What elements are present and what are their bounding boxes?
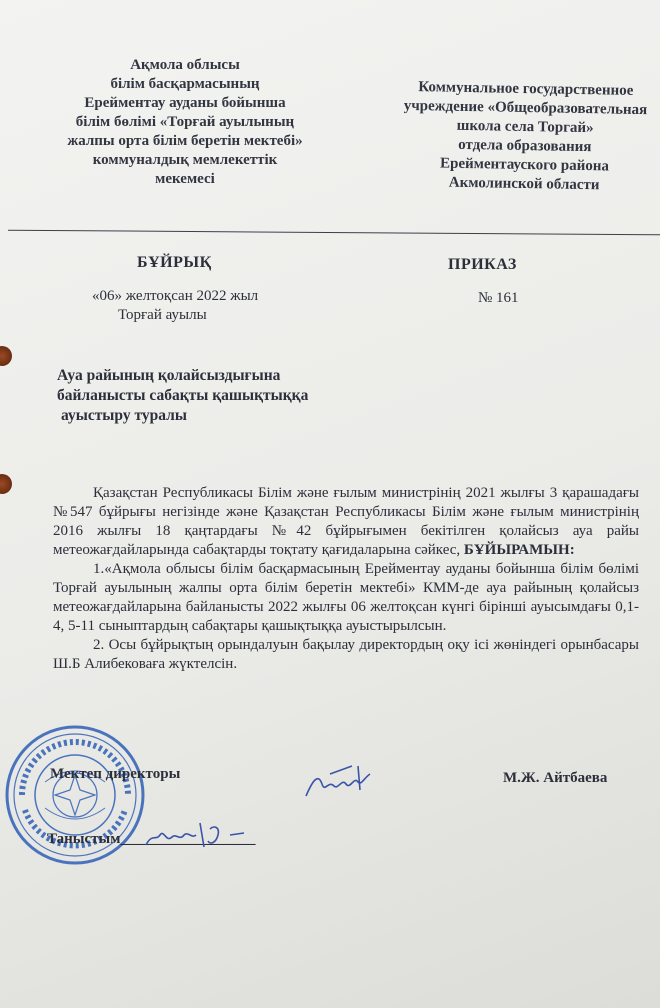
order-subject xyxy=(57,366,357,426)
subject-line: байланысты сабақты қашықтыққа xyxy=(57,387,309,404)
decree-word: БҰЙЫРАМЫН: xyxy=(463,542,575,558)
order-title-kz: БҰЙРЫҚ xyxy=(137,254,212,271)
body-preamble xyxy=(53,484,639,560)
header-ru-line: отдела образования xyxy=(458,136,592,156)
header-kz-line: Ерейментау ауданы бойынша xyxy=(84,95,286,111)
order-title-ru: ПРИКАЗ xyxy=(448,256,517,273)
order-body xyxy=(53,484,639,674)
header-kz-line: мекемесі xyxy=(155,171,215,187)
preamble-text: Қазақстан Республикасы Білім және ғылым министрінің 2021 жылғы 3 қарашадағы №547 бұйрығы негізінде және Қазақстан Республикасы Білім және ғылым министрінің 2016 жылғы 18 қаңтардағы №42 бұйрығымен бекітілген қолайсыз ауа райы метеожағдайларында сабақтарды тоқтату қағидаларына сәйкес, xyxy=(53,485,639,558)
body-item-1: 1.«Ақмола облысы білім басқармасының Ерейментау ауданы бойынша білім бөлімі Торғай ауылының жалпы орта білім беретін мектебі» КММ-де ауа райының қолайсыз метеожағдайларына байланысты 2022 жылғы 06 желтоқсан күнгі бірінші ауысымдағы 0,1-4, 5-11 сыныптардың сабақтары қашықтыққа ауыстырылсын. xyxy=(53,561,639,634)
header-ru-line: Акмолинской области xyxy=(448,174,600,194)
punch-hole xyxy=(0,474,12,494)
header-ru-line: школа села Торгай» xyxy=(456,117,594,137)
signatory-title: Мектеп директоры xyxy=(50,766,181,782)
header-kz-line: білім бөлімі «Торғай ауылының xyxy=(75,114,295,130)
header-kazakh xyxy=(40,56,330,189)
acknowledgement-line: Таныстым__________________ xyxy=(47,831,256,847)
header-kz-line: білім басқармасының xyxy=(110,76,260,92)
header-kz-line: жалпы орта білім беретін мектебі» xyxy=(67,133,303,149)
order-place: Торғай ауылы xyxy=(118,307,207,323)
header-kz-line: коммуналдық мемлекеттік xyxy=(92,152,278,168)
header-divider xyxy=(8,230,660,236)
header-ru-line: учреждение «Общеобразовательная xyxy=(403,97,648,119)
subject-line: Ауа райының қолайсыздығына xyxy=(57,367,281,384)
punch-hole xyxy=(0,346,12,366)
header-kz-line: Ақмола облысы xyxy=(130,57,240,73)
director-signature xyxy=(300,760,380,806)
acknowledgement-signature xyxy=(120,815,270,857)
header-ru-line: Ерейментауского района xyxy=(439,155,610,175)
header-ru-line: Коммунальное государственное xyxy=(418,79,634,99)
subject-line: ауыстыру туралы xyxy=(61,407,187,424)
signatory-name: М.Ж. Айтбаева xyxy=(503,770,608,786)
order-date: «06» желтоқсан 2022 жыл xyxy=(92,288,259,304)
header-russian xyxy=(384,78,660,197)
order-number: № 161 xyxy=(478,290,519,306)
body-item-2: 2. Осы бұйрықтың орындалуын бақылау директордың оқу ісі жөніндегі орынбасары Ш.Б Алибековаға жүктелсін. xyxy=(53,637,639,672)
